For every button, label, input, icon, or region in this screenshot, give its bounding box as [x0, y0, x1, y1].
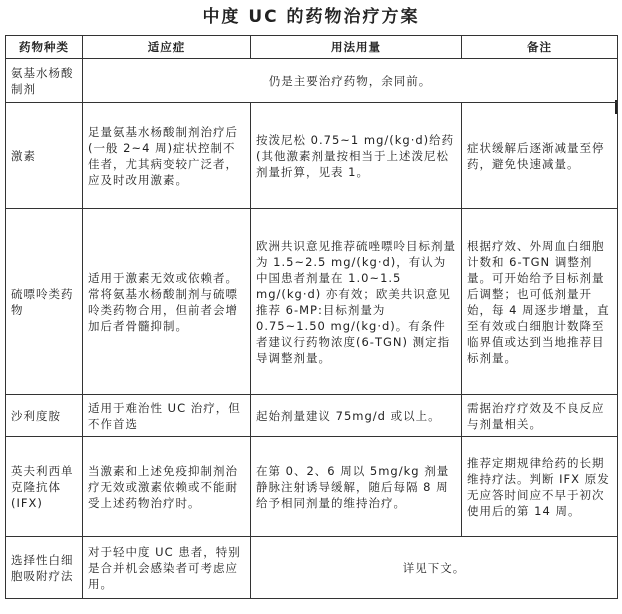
drug-cell: 激素 [6, 103, 83, 209]
page-title: 中度 UC 的药物治疗方案 [202, 7, 420, 27]
drug-cell: 氨基水杨酸制剂 [6, 59, 83, 103]
drug-cell: 英夫利西单克隆抗体 (IFX) [6, 437, 83, 537]
remark-cell: 推荐定期规律给药的长期维持疗法。判断 IFX 原发无应答时间应不早于初次使用后的第 14 周。 [462, 437, 618, 537]
merged-cell: 详见下文。 [251, 537, 618, 599]
usage-cell: 起始剂量建议 75mg/d 或以上。 [251, 395, 462, 437]
table-row [6, 437, 618, 537]
table-row [6, 395, 618, 437]
remark-cell: 需据治疗疗效及不良反应与剂量相关。 [462, 395, 618, 437]
indication-cell: 当激素和上述免疫抑制剂治疗无效或激素依赖或不能耐受上述药物治疗时。 [83, 437, 251, 537]
remark-cell: 症状缓解后逐渐减量至停药，避免快速减量。 [462, 103, 618, 209]
table-row [6, 103, 618, 209]
drug-cell: 沙利度胺 [6, 395, 83, 437]
indication-cell: 对于轻中度 UC 患者，特别是合并机会感染者可考虑应用。 [83, 537, 251, 599]
table-row [6, 537, 618, 599]
table-row [6, 209, 618, 395]
drug-cell: 选择性白细胞吸附疗法 [6, 537, 83, 599]
indication-cell: 适用于激素无效或依赖者。常将氨基水杨酸制剂与硫嘌呤类药物合用，但前者会增加后者骨髓抑制。 [83, 209, 251, 395]
usage-cell: 在第 0、2、6 周以 5mg/kg 剂量静脉注射诱导缓解，随后每隔 8 周给予相同剂量的维持治疗。 [251, 437, 462, 537]
usage-cell: 欧洲共识意见推荐硫唑嘌呤目标剂量为 1.5~2.5 mg/(kg·d)，有认为中国患者剂量在 1.0~1.5 mg/(kg·d) 亦有效；欧美共识意见推荐 6-MP:目标剂量为 0.75~1.50 mg/(kg·d)。有条件者建议行药物浓度(6-TGN) 测定指导调整剂量。 [251, 209, 462, 395]
header-drug: 药物种类 [6, 36, 83, 59]
drug-table [5, 35, 618, 599]
merged-cell: 仍是主要治疗药物，余同前。 [83, 59, 618, 103]
remark-cell: 根据疗效、外周血白细胞计数和 6-TGN 调整剂量。可开始给予目标剂量后调整；也可低剂量开始，每 4 周逐步增量，直至有效或白细胞计数降至临界值或达到当地推荐目标剂量。 [462, 209, 618, 395]
drug-cell: 硫嘌呤类药物 [6, 209, 83, 395]
table-row [6, 59, 618, 103]
usage-cell: 按泼尼松 0.75~1 mg/(kg·d)给药(其他激素剂量按相当于上述泼尼松剂量折算，见表 1。 [251, 103, 462, 209]
header-indication: 适应症 [83, 36, 251, 59]
header-remark: 备注 [462, 36, 618, 59]
table-header-row [6, 36, 618, 59]
header-usage: 用法用量 [251, 36, 462, 59]
indication-cell: 适用于难治性 UC 治疗，但不作首选 [83, 395, 251, 437]
indication-cell: 足量氨基水杨酸制剂治疗后(一般 2~4 周)症状控制不佳者，尤其病变较广泛者，应及时改用激素。 [83, 103, 251, 209]
